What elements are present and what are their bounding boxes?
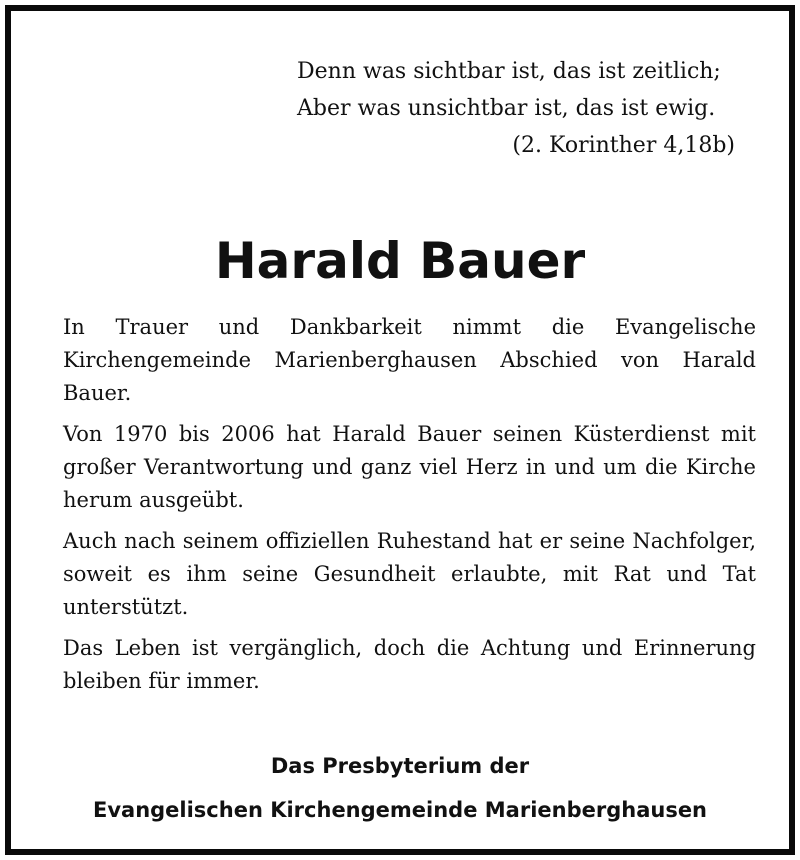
paragraph-1: In Trauer und Dankbarkeit nimmt die Evangelische Kirchengemeinde Marienberghausen Abschied von Harald Bauer. <box>63 315 756 405</box>
obituary-body <box>63 311 756 706</box>
obituary-frame <box>5 5 795 855</box>
paragraph-4: Das Leben ist vergänglich, doch die Achtung und Erinnerung bleiben für immer. <box>63 636 756 693</box>
paragraph-3: Auch nach seinem offiziellen Ruhestand hat er seine Nachfolger, soweit es ihm seine Gesundheit erlaubte, mit Rat und Tat unterstützt. <box>63 529 756 619</box>
signature-block <box>11 744 789 832</box>
verse-line-1: Denn was sichtbar ist, das ist zeitlich; <box>297 59 721 84</box>
deceased-name: Harald Bauer <box>214 232 586 290</box>
verse-line-2: Aber was unsichtbar ist, das ist ewig. <box>297 96 716 121</box>
signature-line-1: Das Presbyterium der <box>270 754 530 778</box>
verse-reference: (2. Korinther 4,18b) <box>512 133 735 158</box>
signature-line-2: Evangelischen Kirchengemeinde Marienberghausen <box>92 798 708 822</box>
bible-verse <box>295 53 735 164</box>
paragraph-2: Von 1970 bis 2006 hat Harald Bauer seinen Küsterdienst mit großer Verantwortung und ganz viel Herz in und um die Kirche herum ausgeübt. <box>63 422 756 512</box>
